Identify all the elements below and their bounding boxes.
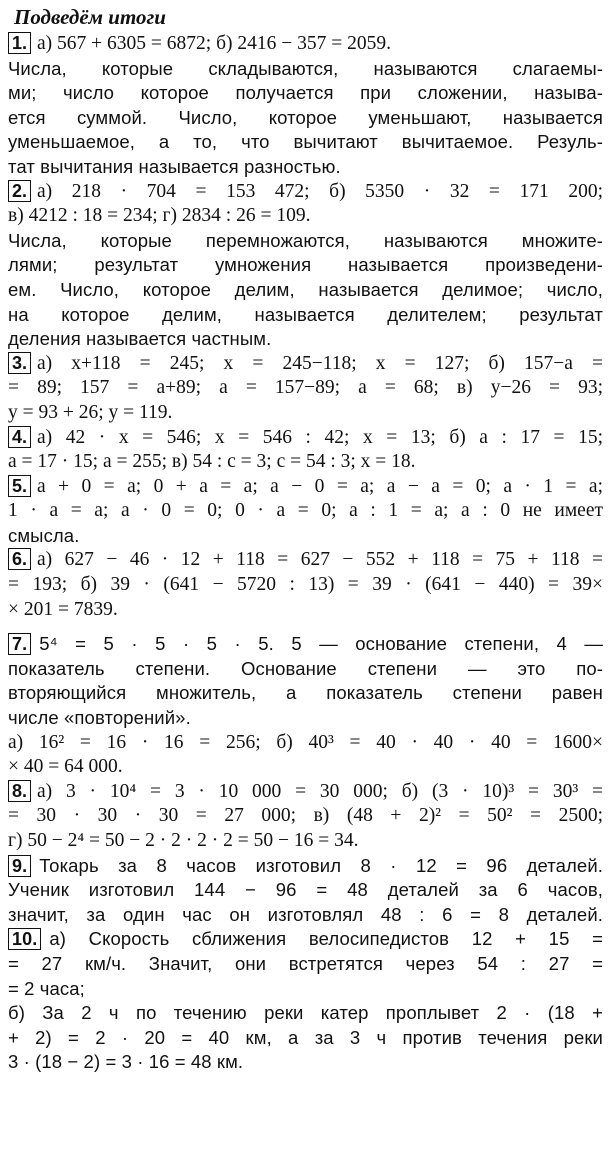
exercise-text: б) За 2 ч по течению реки катер проплывет 2 · (18 + (8, 1002, 603, 1024)
exercise-text: г) 50 − 2⁴ = 50 − 2 · 2 · 2 · 2 = 50 − 16 = 34. (8, 830, 359, 851)
exercise-text: × 40 = 64 000. (8, 756, 123, 778)
exercise-line (8, 130, 603, 155)
exercise-text: а) 218 · 704 = 153 472; б) 5350 · 32 = 171 200; (37, 180, 603, 202)
exercise-line (8, 780, 603, 805)
exercise-text: а) 3 · 10⁴ = 3 · 10 000 = 30 000; б) (3 · 10)³ = 30³ = (37, 780, 603, 802)
exercise-line (8, 927, 603, 952)
exercise-line (8, 1001, 603, 1026)
exercise-line (8, 229, 603, 254)
exercise-line (8, 854, 603, 879)
exercise-text: деления называется частным. (8, 328, 272, 350)
exercise-line (8, 952, 603, 977)
exercise-line (8, 755, 603, 780)
exercise-line (8, 632, 603, 657)
exercise-number: 3. (8, 352, 31, 374)
exercise-text: смысла. (8, 524, 80, 546)
exercise-text: а) Скорость сближения велосипедистов 12 + 15 = (49, 928, 603, 950)
exercise-text: уменьшаемое, а то, что вычитают вычитаемое. Резуль- (8, 131, 603, 153)
exercise-number: 1. (8, 32, 31, 54)
exercise-text: на которое делим, называется делителем; результат (8, 303, 603, 325)
exercise-line (8, 32, 603, 57)
exercise-item (8, 475, 603, 549)
exercise-text: ем. Число, которое делим, называется делимое; число, (8, 278, 603, 300)
exercise-line (8, 804, 603, 829)
exercise-line (8, 524, 603, 549)
exercise-text: = 2 часа; (8, 977, 85, 999)
exercise-text: = 89; 157 = a+89; a = 157−89; a = 68; в) y−26 = 93; (8, 377, 603, 399)
exercise-text: Ученик изготовил 144 − 96 = 48 деталей за 6 часов, (8, 879, 603, 901)
exercise-line (8, 548, 603, 573)
exercise-line (8, 475, 603, 500)
exercise-line (8, 81, 603, 106)
exercise-item (8, 927, 603, 1075)
spacer (8, 622, 603, 632)
exercise-line (8, 1026, 603, 1051)
exercise-line (8, 598, 603, 623)
exercise-line (8, 499, 603, 524)
exercise-line (8, 155, 603, 180)
exercise-line (8, 278, 603, 303)
exercise-line (8, 681, 603, 706)
exercise-text: Числа, которые перемножаются, называются множите- (8, 229, 603, 251)
exercise-line (8, 401, 603, 426)
exercise-line (8, 573, 603, 598)
exercise-line (8, 57, 603, 82)
exercise-text: Числа, которые складываются, называются слагаемы- (8, 57, 603, 79)
exercise-text: лями; результат умножения называется произведени- (8, 254, 603, 276)
exercise-number: 8. (8, 780, 31, 802)
exercise-line (8, 706, 603, 731)
exercise-number: 6. (8, 548, 31, 570)
exercise-text: а) 16² = 16 · 16 = 256; б) 40³ = 40 · 40 · 40 = 1600× (8, 731, 603, 753)
exercise-line (8, 977, 603, 1002)
exercise-item (8, 180, 603, 352)
exercise-text: показатель степени. Основание степени — это по- (8, 657, 603, 679)
exercise-item (8, 854, 603, 928)
exercise-item (8, 548, 603, 622)
exercise-line (8, 829, 603, 854)
exercise-line (8, 731, 603, 756)
exercise-line (8, 878, 603, 903)
exercise-line (8, 327, 603, 352)
section-title: Подведём итоги (14, 5, 166, 29)
exercise-line (8, 376, 603, 401)
exercise-text: значит, за один час он изготовлял 48 : 6 = 8 деталей. (8, 903, 603, 925)
exercise-text: 3 · (18 − 2) = 3 · 16 = 48 км. (8, 1051, 244, 1073)
exercise-text: + 2) = 2 · 20 = 40 км, а за 3 ч против течения реки (8, 1026, 603, 1048)
exercise-text: а) 567 + 6305 = 6872; б) 2416 − 357 = 2059. (37, 33, 391, 54)
exercise-text: Токарь за 8 часов изготовил 8 · 12 = 96 деталей. (39, 854, 603, 876)
exercise-text: числе «повторений». (8, 707, 191, 729)
exercise-item (8, 352, 603, 426)
exercise-text: ется суммой. Число, которое уменьшают, называется (8, 106, 603, 128)
exercise-line (8, 1050, 603, 1075)
exercise-line (8, 352, 603, 377)
exercise-text: = 193; б) 39 · (641 − 5720 : 13) = 39 · (641 − 440) = 39× (8, 574, 603, 596)
exercise-line (8, 426, 603, 451)
exercise-item (8, 426, 603, 475)
exercise-text: a + 0 = a; 0 + a = a; a − 0 = a; a − a = 0; a · 1 = a; (37, 475, 603, 497)
exercise-text: × 201 = 7839. (8, 598, 118, 620)
exercise-line (8, 450, 603, 475)
exercise-list (8, 32, 603, 1075)
exercise-text: в) 4212 : 18 = 234; г) 2834 : 26 = 109. (8, 205, 311, 227)
exercise-line (8, 903, 603, 928)
exercise-number: 7. (8, 633, 31, 655)
exercise-line (8, 180, 603, 205)
exercise-number: 9. (8, 855, 31, 877)
exercise-line (8, 253, 603, 278)
exercise-text: 5⁴ = 5 · 5 · 5 · 5. 5 — основание степени, 4 — (39, 633, 603, 655)
exercise-item (8, 780, 603, 854)
exercise-line (8, 657, 603, 682)
exercise-line (8, 204, 603, 229)
exercise-text: 1 · a = a; a · 0 = 0; 0 · a = 0; a : 1 = a; a : 0 не имеет (8, 500, 603, 522)
exercise-text: a = 17 · 15; a = 255; в) 54 : c = 3; c = 54 : 3; x = 18. (8, 451, 416, 473)
exercise-text: ми; число которое получается при сложении, называ- (8, 82, 603, 104)
exercise-text: y = 93 + 26; y = 119. (8, 401, 173, 423)
exercise-line (8, 106, 603, 131)
exercise-text: вторяющийся множитель, а показатель степени равен (8, 682, 603, 704)
exercise-text: = 27 км/ч. Значит, они встретятся через 54 : 27 = (8, 952, 603, 974)
exercise-number: 4. (8, 426, 31, 448)
exercise-number: 10. (8, 928, 41, 950)
exercise-item (8, 32, 603, 180)
exercise-text: а) 627 − 46 · 12 + 118 = 627 − 552 + 118 = 75 + 118 = (37, 549, 603, 571)
exercise-text: = 30 · 30 · 30 = 27 000; в) (48 + 2)² = 50² = 2500; (8, 805, 603, 827)
exercise-line (8, 303, 603, 328)
exercise-number: 2. (8, 180, 31, 202)
exercise-item (8, 632, 603, 780)
exercise-number: 5. (8, 475, 31, 497)
exercise-text: а) 42 · x = 546; x = 546 : 42; x = 13; б) a : 17 = 15; (37, 426, 603, 448)
exercise-text: а) x+118 = 245; x = 245−118; x = 127; б) 157−a = (37, 352, 603, 374)
exercise-text: тат вычитания называется разностью. (8, 155, 341, 177)
